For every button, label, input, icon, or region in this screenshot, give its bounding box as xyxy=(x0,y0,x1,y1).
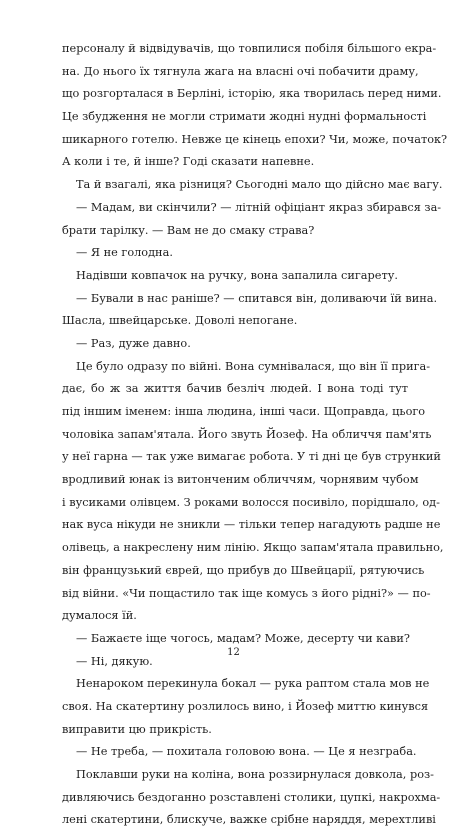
text-line: — Бували в нас раніше? — спитався він, доливаючи їй вина. xyxy=(76,291,438,305)
text-line: олівець, а накреслену ним лінію. Якщо запам'ятала правильно, xyxy=(62,541,444,555)
text-line: від війни. «Чи пощастило так іще комусь з його рідні?» — по- xyxy=(62,586,431,600)
text-line: — Не треба, — похитала головою вона. — Це я незграба. xyxy=(76,745,417,759)
text-line: чоловіка запам'ятала. Його звуть Йозеф. На обличчя пам'ять xyxy=(62,427,432,441)
text-line: — Раз, дуже давно. xyxy=(76,336,191,350)
text-line: персоналу й відвідувачів, що товпилися побіля більшого екра- xyxy=(62,42,437,55)
text-line: Це збудження не могли стримати жодні нудні формальності xyxy=(62,110,427,124)
text-line: виправити цю прикрість. xyxy=(62,722,212,736)
text-line: лені скатертини, блискуче, важке срібне наряддя, мерехтливі xyxy=(62,813,436,827)
text-line: Це було одразу по війні. Вона сумнівалася, що він її прига- xyxy=(76,359,431,373)
text-line: — Ні, дякую. xyxy=(76,654,153,668)
text-line: своя. На скатертину розлилось вино, і Йозеф миттю кинувся xyxy=(62,699,429,713)
text-line: під іншим іменем: інша людина, інші часи. Щоправда, цього xyxy=(62,405,426,418)
text-line: думалося їй. xyxy=(62,609,137,623)
text-line: шикарного готелю. Невже це кінець епохи? Чи, може, початок? xyxy=(62,132,448,146)
text-line: — Мадам, ви скінчили? — літній офіціант якраз збирався за- xyxy=(76,200,442,214)
text-line: дивляючись бездоганно розставлені столики, цупкі, накрохма- xyxy=(62,790,441,804)
text-line: дає, бо ж за життя бачив безліч людей. І вона тоді тут xyxy=(62,382,408,396)
body-text xyxy=(62,38,448,832)
text-line: Та й взагалі, яка різниця? Сьогодні мало що дійсно має вагу. xyxy=(76,178,443,192)
text-line: Поклавши руки на коліна, вона роззирнулася довкола, роз- xyxy=(76,768,434,781)
text-line: що розгорталася в Берліні, історію, яка творилась перед ними. xyxy=(62,87,442,101)
text-line: Шасла, швейцарське. Доволі непогане. xyxy=(62,314,298,328)
text-line: у неї гарна — так уже вимагає робота. У ті дні це був стрункий xyxy=(62,450,441,464)
text-line: він французький єврей, що прибув до Швейцарії, рятуючись xyxy=(62,563,425,577)
text-line: нак вуса нікуди не зникли — тільки тепер нагадують радше не xyxy=(62,518,441,532)
page-number: 12 xyxy=(227,647,240,658)
text-line: Ненароком перекинула бокал — рука раптом стала мов не xyxy=(76,677,430,691)
text-line: вродливий юнак із витонченим обличчям, чорнявим чубом xyxy=(62,473,419,487)
text-line: Надівши ковпачок на ручку, вона запалила сигарету. xyxy=(76,268,398,282)
text-line: і вусиками олівцем. З роками волосся посивіло, порідшало, од- xyxy=(62,495,440,509)
text-line: на. До нього їх тягнула жага на власні очі побачити драму, xyxy=(62,64,419,78)
text-line: — Я не голодна. xyxy=(76,246,173,260)
text-line: — Бажаєте іще чогось, мадам? Може, десерту чи кави? xyxy=(76,631,410,645)
text-line: А коли і те, й інше? Годі сказати напевне. xyxy=(62,155,315,169)
text-line: брати тарілку. — Вам не до смаку страва? xyxy=(62,223,315,237)
